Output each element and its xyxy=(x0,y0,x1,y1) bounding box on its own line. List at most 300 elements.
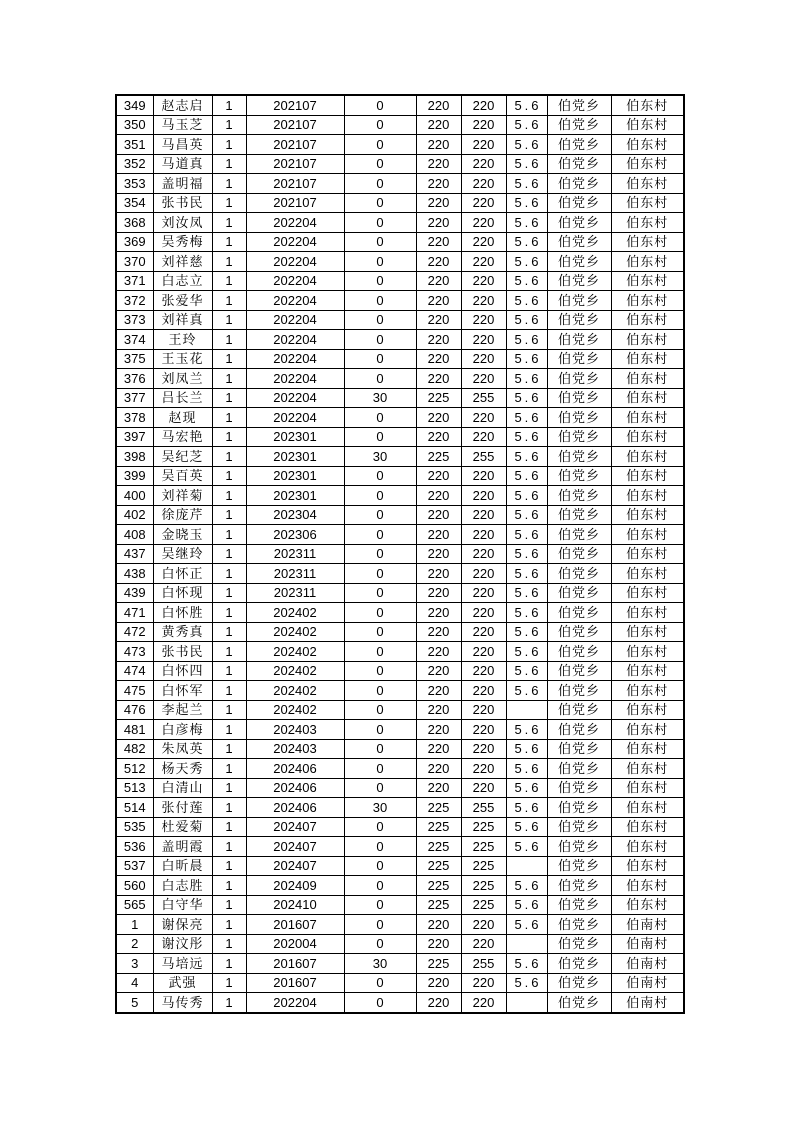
village-cell: 伯东村 xyxy=(611,135,684,155)
standard-cell: 225 xyxy=(416,817,461,837)
count-cell: 1 xyxy=(212,934,246,954)
name-cell: 谢汶彤 xyxy=(153,934,212,954)
name-cell: 杨天秀 xyxy=(153,759,212,779)
name-cell: 白彦梅 xyxy=(153,720,212,740)
table-row xyxy=(116,583,684,603)
standard-cell: 225 xyxy=(416,895,461,915)
count-cell: 1 xyxy=(212,486,246,506)
name-cell: 白怀四 xyxy=(153,661,212,681)
township-cell: 伯党乡 xyxy=(547,798,611,818)
total-cell: 220 xyxy=(461,135,506,155)
table-row xyxy=(116,700,684,720)
total-cell: 225 xyxy=(461,817,506,837)
total-cell: 220 xyxy=(461,427,506,447)
count-cell: 1 xyxy=(212,232,246,252)
count-cell: 1 xyxy=(212,642,246,662)
township-cell: 伯党乡 xyxy=(547,525,611,545)
total-cell: 220 xyxy=(461,934,506,954)
serial-cell: 437 xyxy=(116,544,153,564)
month-cell: 202107 xyxy=(246,95,344,115)
adjustment-cell: 0 xyxy=(344,681,416,701)
village-cell: 伯东村 xyxy=(611,603,684,623)
serial-cell: 349 xyxy=(116,95,153,115)
rate-cell: 5.6 xyxy=(506,252,547,272)
table-row xyxy=(116,837,684,857)
month-cell: 201607 xyxy=(246,915,344,935)
name-cell: 刘祥慈 xyxy=(153,252,212,272)
table-row xyxy=(116,642,684,662)
payment-table xyxy=(115,94,685,1014)
month-cell: 202403 xyxy=(246,720,344,740)
table-row xyxy=(116,349,684,369)
rate-cell: 5.6 xyxy=(506,427,547,447)
name-cell: 刘凤兰 xyxy=(153,369,212,389)
total-cell: 255 xyxy=(461,798,506,818)
table-row xyxy=(116,817,684,837)
adjustment-cell: 0 xyxy=(344,739,416,759)
total-cell: 220 xyxy=(461,642,506,662)
total-cell: 220 xyxy=(461,583,506,603)
village-cell: 伯东村 xyxy=(611,193,684,213)
adjustment-cell: 0 xyxy=(344,837,416,857)
count-cell: 1 xyxy=(212,661,246,681)
total-cell: 255 xyxy=(461,447,506,467)
serial-cell: 481 xyxy=(116,720,153,740)
township-cell: 伯党乡 xyxy=(547,895,611,915)
name-cell: 王玉花 xyxy=(153,349,212,369)
village-cell: 伯东村 xyxy=(611,310,684,330)
name-cell: 武强 xyxy=(153,973,212,993)
total-cell: 220 xyxy=(461,408,506,428)
name-cell: 白清山 xyxy=(153,778,212,798)
table-row xyxy=(116,95,684,115)
rate-cell xyxy=(506,993,547,1013)
rate-cell: 5.6 xyxy=(506,154,547,174)
standard-cell: 220 xyxy=(416,622,461,642)
month-cell: 202301 xyxy=(246,447,344,467)
adjustment-cell: 0 xyxy=(344,408,416,428)
rate-cell: 5.6 xyxy=(506,271,547,291)
name-cell: 金晓玉 xyxy=(153,525,212,545)
table-row xyxy=(116,954,684,974)
rate-cell: 5.6 xyxy=(506,174,547,194)
total-cell: 220 xyxy=(461,603,506,623)
month-cell: 202409 xyxy=(246,876,344,896)
adjustment-cell: 0 xyxy=(344,369,416,389)
serial-cell: 565 xyxy=(116,895,153,915)
name-cell: 盖明霞 xyxy=(153,837,212,857)
village-cell: 伯东村 xyxy=(611,486,684,506)
month-cell: 202301 xyxy=(246,466,344,486)
township-cell: 伯党乡 xyxy=(547,154,611,174)
serial-cell: 560 xyxy=(116,876,153,896)
table-row xyxy=(116,154,684,174)
total-cell: 220 xyxy=(461,349,506,369)
rate-cell: 5.6 xyxy=(506,583,547,603)
table-row xyxy=(116,330,684,350)
month-cell: 202204 xyxy=(246,252,344,272)
table-row xyxy=(116,505,684,525)
serial-cell: 374 xyxy=(116,330,153,350)
month-cell: 202204 xyxy=(246,271,344,291)
serial-cell: 400 xyxy=(116,486,153,506)
standard-cell: 220 xyxy=(416,642,461,662)
count-cell: 1 xyxy=(212,720,246,740)
township-cell: 伯党乡 xyxy=(547,271,611,291)
total-cell: 220 xyxy=(461,232,506,252)
rate-cell: 5.6 xyxy=(506,759,547,779)
standard-cell: 220 xyxy=(416,291,461,311)
standard-cell: 225 xyxy=(416,876,461,896)
serial-cell: 352 xyxy=(116,154,153,174)
adjustment-cell: 0 xyxy=(344,700,416,720)
month-cell: 201607 xyxy=(246,973,344,993)
township-cell: 伯党乡 xyxy=(547,291,611,311)
name-cell: 李起兰 xyxy=(153,700,212,720)
serial-cell: 536 xyxy=(116,837,153,857)
name-cell: 白志胜 xyxy=(153,876,212,896)
total-cell: 220 xyxy=(461,915,506,935)
serial-cell: 377 xyxy=(116,388,153,408)
table-row xyxy=(116,876,684,896)
township-cell: 伯党乡 xyxy=(547,564,611,584)
standard-cell: 220 xyxy=(416,525,461,545)
adjustment-cell: 0 xyxy=(344,427,416,447)
serial-cell: 408 xyxy=(116,525,153,545)
adjustment-cell: 0 xyxy=(344,505,416,525)
name-cell: 马传秀 xyxy=(153,993,212,1013)
month-cell: 202407 xyxy=(246,856,344,876)
month-cell: 202402 xyxy=(246,700,344,720)
month-cell: 202311 xyxy=(246,564,344,584)
adjustment-cell: 0 xyxy=(344,934,416,954)
township-cell: 伯党乡 xyxy=(547,856,611,876)
standard-cell: 220 xyxy=(416,583,461,603)
serial-cell: 476 xyxy=(116,700,153,720)
count-cell: 1 xyxy=(212,525,246,545)
count-cell: 1 xyxy=(212,603,246,623)
count-cell: 1 xyxy=(212,895,246,915)
rate-cell: 5.6 xyxy=(506,876,547,896)
township-cell: 伯党乡 xyxy=(547,486,611,506)
standard-cell: 220 xyxy=(416,778,461,798)
standard-cell: 220 xyxy=(416,349,461,369)
month-cell: 202107 xyxy=(246,135,344,155)
name-cell: 谢保亮 xyxy=(153,915,212,935)
rate-cell: 5.6 xyxy=(506,778,547,798)
serial-cell: 535 xyxy=(116,817,153,837)
name-cell: 马道真 xyxy=(153,154,212,174)
serial-cell: 353 xyxy=(116,174,153,194)
rate-cell: 5.6 xyxy=(506,564,547,584)
count-cell: 1 xyxy=(212,271,246,291)
adjustment-cell: 0 xyxy=(344,330,416,350)
count-cell: 1 xyxy=(212,310,246,330)
total-cell: 225 xyxy=(461,895,506,915)
standard-cell: 220 xyxy=(416,700,461,720)
standard-cell: 220 xyxy=(416,310,461,330)
village-cell: 伯东村 xyxy=(611,525,684,545)
adjustment-cell: 0 xyxy=(344,310,416,330)
table-row xyxy=(116,252,684,272)
township-cell: 伯党乡 xyxy=(547,720,611,740)
total-cell: 220 xyxy=(461,310,506,330)
name-cell: 白怀正 xyxy=(153,564,212,584)
village-cell: 伯东村 xyxy=(611,427,684,447)
name-cell: 白守华 xyxy=(153,895,212,915)
rate-cell: 5.6 xyxy=(506,642,547,662)
village-cell: 伯东村 xyxy=(611,661,684,681)
month-cell: 202004 xyxy=(246,934,344,954)
village-cell: 伯南村 xyxy=(611,934,684,954)
month-cell: 202204 xyxy=(246,232,344,252)
count-cell: 1 xyxy=(212,291,246,311)
count-cell: 1 xyxy=(212,349,246,369)
township-cell: 伯党乡 xyxy=(547,544,611,564)
serial-cell: 472 xyxy=(116,622,153,642)
name-cell: 白昕晨 xyxy=(153,856,212,876)
month-cell: 202402 xyxy=(246,603,344,623)
village-cell: 伯东村 xyxy=(611,447,684,467)
name-cell: 马昌英 xyxy=(153,135,212,155)
month-cell: 202301 xyxy=(246,486,344,506)
name-cell: 吴继玲 xyxy=(153,544,212,564)
total-cell: 220 xyxy=(461,544,506,564)
adjustment-cell: 0 xyxy=(344,154,416,174)
village-cell: 伯东村 xyxy=(611,95,684,115)
rate-cell: 5.6 xyxy=(506,739,547,759)
township-cell: 伯党乡 xyxy=(547,174,611,194)
standard-cell: 225 xyxy=(416,388,461,408)
village-cell: 伯东村 xyxy=(611,213,684,233)
name-cell: 朱凤英 xyxy=(153,739,212,759)
village-cell: 伯东村 xyxy=(611,720,684,740)
table-body xyxy=(116,95,684,1013)
month-cell: 202402 xyxy=(246,642,344,662)
month-cell: 202406 xyxy=(246,759,344,779)
name-cell: 马培远 xyxy=(153,954,212,974)
month-cell: 202311 xyxy=(246,583,344,603)
serial-cell: 4 xyxy=(116,973,153,993)
month-cell: 202204 xyxy=(246,993,344,1013)
count-cell: 1 xyxy=(212,447,246,467)
township-cell: 伯党乡 xyxy=(547,252,611,272)
adjustment-cell: 0 xyxy=(344,915,416,935)
adjustment-cell: 30 xyxy=(344,954,416,974)
total-cell: 220 xyxy=(461,271,506,291)
table-row xyxy=(116,544,684,564)
name-cell: 马玉芝 xyxy=(153,115,212,135)
standard-cell: 225 xyxy=(416,837,461,857)
rate-cell: 5.6 xyxy=(506,817,547,837)
month-cell: 202304 xyxy=(246,505,344,525)
count-cell: 1 xyxy=(212,700,246,720)
table-row xyxy=(116,115,684,135)
total-cell: 220 xyxy=(461,213,506,233)
standard-cell: 220 xyxy=(416,174,461,194)
rate-cell: 5.6 xyxy=(506,973,547,993)
serial-cell: 372 xyxy=(116,291,153,311)
rate-cell: 5.6 xyxy=(506,388,547,408)
township-cell: 伯党乡 xyxy=(547,115,611,135)
name-cell: 张付莲 xyxy=(153,798,212,818)
total-cell: 220 xyxy=(461,154,506,174)
standard-cell: 220 xyxy=(416,271,461,291)
township-cell: 伯党乡 xyxy=(547,622,611,642)
village-cell: 伯东村 xyxy=(611,837,684,857)
adjustment-cell: 0 xyxy=(344,174,416,194)
serial-cell: 3 xyxy=(116,954,153,974)
village-cell: 伯东村 xyxy=(611,330,684,350)
serial-cell: 473 xyxy=(116,642,153,662)
month-cell: 202107 xyxy=(246,154,344,174)
rate-cell: 5.6 xyxy=(506,408,547,428)
month-cell: 202403 xyxy=(246,739,344,759)
standard-cell: 220 xyxy=(416,232,461,252)
standard-cell: 220 xyxy=(416,193,461,213)
count-cell: 1 xyxy=(212,427,246,447)
standard-cell: 220 xyxy=(416,564,461,584)
serial-cell: 375 xyxy=(116,349,153,369)
table-row xyxy=(116,778,684,798)
adjustment-cell: 0 xyxy=(344,895,416,915)
table-row xyxy=(116,193,684,213)
month-cell: 202204 xyxy=(246,388,344,408)
month-cell: 202402 xyxy=(246,622,344,642)
month-cell: 202204 xyxy=(246,349,344,369)
adjustment-cell: 30 xyxy=(344,798,416,818)
adjustment-cell: 0 xyxy=(344,213,416,233)
standard-cell: 220 xyxy=(416,369,461,389)
township-cell: 伯党乡 xyxy=(547,213,611,233)
township-cell: 伯党乡 xyxy=(547,661,611,681)
table-row xyxy=(116,369,684,389)
adjustment-cell: 0 xyxy=(344,291,416,311)
count-cell: 1 xyxy=(212,622,246,642)
adjustment-cell: 0 xyxy=(344,993,416,1013)
name-cell: 刘祥菊 xyxy=(153,486,212,506)
village-cell: 伯南村 xyxy=(611,915,684,935)
standard-cell: 220 xyxy=(416,739,461,759)
adjustment-cell: 0 xyxy=(344,856,416,876)
standard-cell: 220 xyxy=(416,135,461,155)
standard-cell: 225 xyxy=(416,447,461,467)
serial-cell: 438 xyxy=(116,564,153,584)
village-cell: 伯东村 xyxy=(611,778,684,798)
township-cell: 伯党乡 xyxy=(547,837,611,857)
township-cell: 伯党乡 xyxy=(547,330,611,350)
month-cell: 202311 xyxy=(246,544,344,564)
table-row xyxy=(116,973,684,993)
name-cell: 刘汝凤 xyxy=(153,213,212,233)
table-row xyxy=(116,993,684,1013)
township-cell: 伯党乡 xyxy=(547,349,611,369)
serial-cell: 397 xyxy=(116,427,153,447)
count-cell: 1 xyxy=(212,505,246,525)
count-cell: 1 xyxy=(212,817,246,837)
month-cell: 201607 xyxy=(246,954,344,974)
adjustment-cell: 0 xyxy=(344,564,416,584)
month-cell: 202204 xyxy=(246,213,344,233)
serial-cell: 537 xyxy=(116,856,153,876)
total-cell: 220 xyxy=(461,174,506,194)
township-cell: 伯党乡 xyxy=(547,388,611,408)
table-row xyxy=(116,408,684,428)
rate-cell: 5.6 xyxy=(506,95,547,115)
village-cell: 伯东村 xyxy=(611,759,684,779)
standard-cell: 220 xyxy=(416,427,461,447)
serial-cell: 482 xyxy=(116,739,153,759)
name-cell: 赵现 xyxy=(153,408,212,428)
total-cell: 255 xyxy=(461,388,506,408)
total-cell: 220 xyxy=(461,486,506,506)
village-cell: 伯东村 xyxy=(611,895,684,915)
count-cell: 1 xyxy=(212,778,246,798)
count-cell: 1 xyxy=(212,388,246,408)
village-cell: 伯东村 xyxy=(611,252,684,272)
adjustment-cell: 0 xyxy=(344,525,416,545)
adjustment-cell: 0 xyxy=(344,583,416,603)
month-cell: 202107 xyxy=(246,115,344,135)
serial-cell: 350 xyxy=(116,115,153,135)
standard-cell: 220 xyxy=(416,661,461,681)
adjustment-cell: 0 xyxy=(344,271,416,291)
village-cell: 伯南村 xyxy=(611,973,684,993)
total-cell: 225 xyxy=(461,856,506,876)
standard-cell: 220 xyxy=(416,330,461,350)
count-cell: 1 xyxy=(212,564,246,584)
count-cell: 1 xyxy=(212,154,246,174)
count-cell: 1 xyxy=(212,252,246,272)
month-cell: 202107 xyxy=(246,193,344,213)
table-row xyxy=(116,232,684,252)
total-cell: 220 xyxy=(461,330,506,350)
total-cell: 220 xyxy=(461,291,506,311)
rate-cell xyxy=(506,700,547,720)
village-cell: 伯东村 xyxy=(611,739,684,759)
adjustment-cell: 0 xyxy=(344,349,416,369)
count-cell: 1 xyxy=(212,681,246,701)
table-row xyxy=(116,622,684,642)
serial-cell: 399 xyxy=(116,466,153,486)
township-cell: 伯党乡 xyxy=(547,408,611,428)
standard-cell: 220 xyxy=(416,115,461,135)
count-cell: 1 xyxy=(212,193,246,213)
name-cell: 黄秀真 xyxy=(153,622,212,642)
month-cell: 202406 xyxy=(246,798,344,818)
village-cell: 伯东村 xyxy=(611,154,684,174)
serial-cell: 474 xyxy=(116,661,153,681)
month-cell: 202204 xyxy=(246,291,344,311)
village-cell: 伯东村 xyxy=(611,583,684,603)
rate-cell: 5.6 xyxy=(506,213,547,233)
township-cell: 伯党乡 xyxy=(547,193,611,213)
table-row xyxy=(116,135,684,155)
village-cell: 伯南村 xyxy=(611,993,684,1013)
total-cell: 220 xyxy=(461,505,506,525)
serial-cell: 1 xyxy=(116,915,153,935)
standard-cell: 220 xyxy=(416,95,461,115)
count-cell: 1 xyxy=(212,213,246,233)
rate-cell: 5.6 xyxy=(506,447,547,467)
village-cell: 伯东村 xyxy=(611,798,684,818)
standard-cell: 220 xyxy=(416,603,461,623)
total-cell: 220 xyxy=(461,564,506,584)
total-cell: 220 xyxy=(461,973,506,993)
village-cell: 伯东村 xyxy=(611,369,684,389)
rate-cell: 5.6 xyxy=(506,915,547,935)
table-row xyxy=(116,915,684,935)
